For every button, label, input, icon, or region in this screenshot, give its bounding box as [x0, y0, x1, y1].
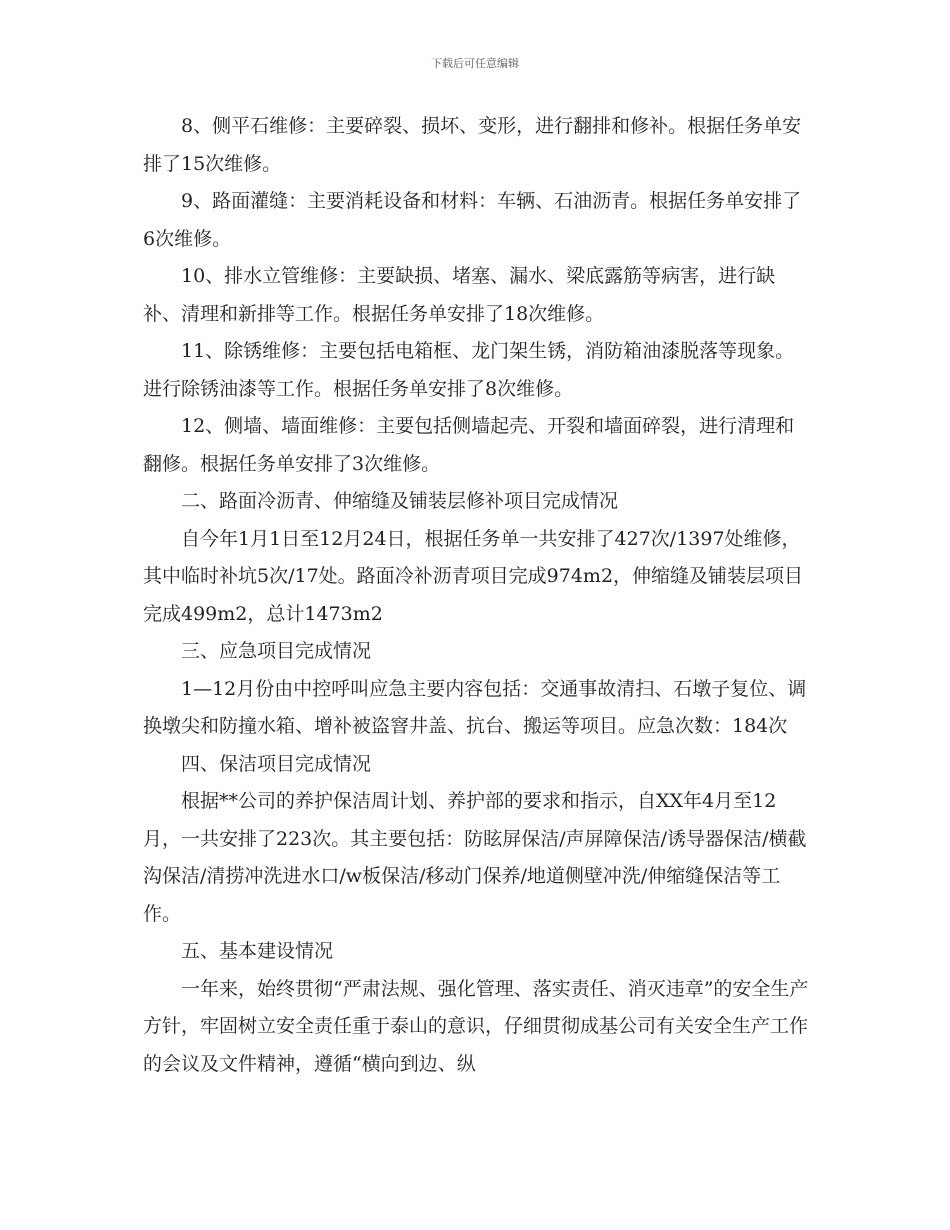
section-heading-2: 二、路面冷沥青、伸缩缝及铺装层修补项目完成情况 [181, 490, 619, 512]
paragraph-item-12: 12、侧墙、墙面维修：主要包括侧墙起壳、开裂和墙面碎裂，进行清理和翻修。根据任务单安排了3次维修。 [143, 415, 795, 475]
section-heading-3: 三、应急项目完成情况 [181, 640, 372, 662]
page-header: 下载后可任意编辑 [431, 57, 519, 70]
document-body [143, 108, 811, 1083]
paragraph-item-10: 10、排水立管维修：主要缺损、堵塞、漏水、梁底露筋等病害，进行缺补、清理和新排等工作。根据任务单安排了18次维修。 [143, 265, 776, 325]
paragraph-section-5: 一年来，始终贯彻“严肃法规、强化管理、落实责任、消灭违章”的安全生产方针，牢固树立安全责任重于泰山的意识，仔细贯彻成基公司有关安全生产工作的会议及文件精神，遵循“横向到边、纵 [143, 977, 809, 1075]
paragraph-item-8: 8、侧平石维修：主要碎裂、损坏、变形，进行翻排和修补。根据任务单安排了15次维修。 [143, 115, 802, 175]
paragraph-item-9: 9、路面灌缝：主要消耗设备和材料：车辆、石油沥青。根据任务单安排了6次维修。 [143, 190, 802, 250]
section-heading-5: 五、基本建设情况 [181, 940, 334, 962]
paragraph-item-11: 11、除锈维修：主要包括电箱框、龙门架生锈，消防箱油漆脱落等现象。进行除锈油漆等工作。根据任务单安排了8次维修。 [143, 340, 795, 400]
section-heading-4: 四、保洁项目完成情况 [181, 752, 372, 775]
paragraph-section-2: 自今年1月1日至12月24日，根据任务单一共安排了427次/1397处维修，其中临时补坑5次/17处。路面冷补沥青项目完成974m2，伸缩缝及铺装层项目完成499m2，总计1473m2 [143, 527, 804, 625]
paragraph-section-4: 根据**公司的养护保洁周计划、养护部的要求和指示，自XX年4月至12月，一共安排了223次。其主要包括：防眩屏保洁/声屏障保洁/诱导器保洁/横截沟保洁/清捞冲洗进水口/w板保洁/移动门保养/地道侧壁冲洗/伸缩缝保洁等工作。 [143, 790, 807, 925]
paragraph-section-3: 1—12月份由中控呼叫应急主要内容包括：交通事故清扫、石墩子复位、调换墩尖和防撞水箱、增补被盗窨井盖、抗台、搬运等项目。应急次数：184次 [143, 677, 807, 737]
